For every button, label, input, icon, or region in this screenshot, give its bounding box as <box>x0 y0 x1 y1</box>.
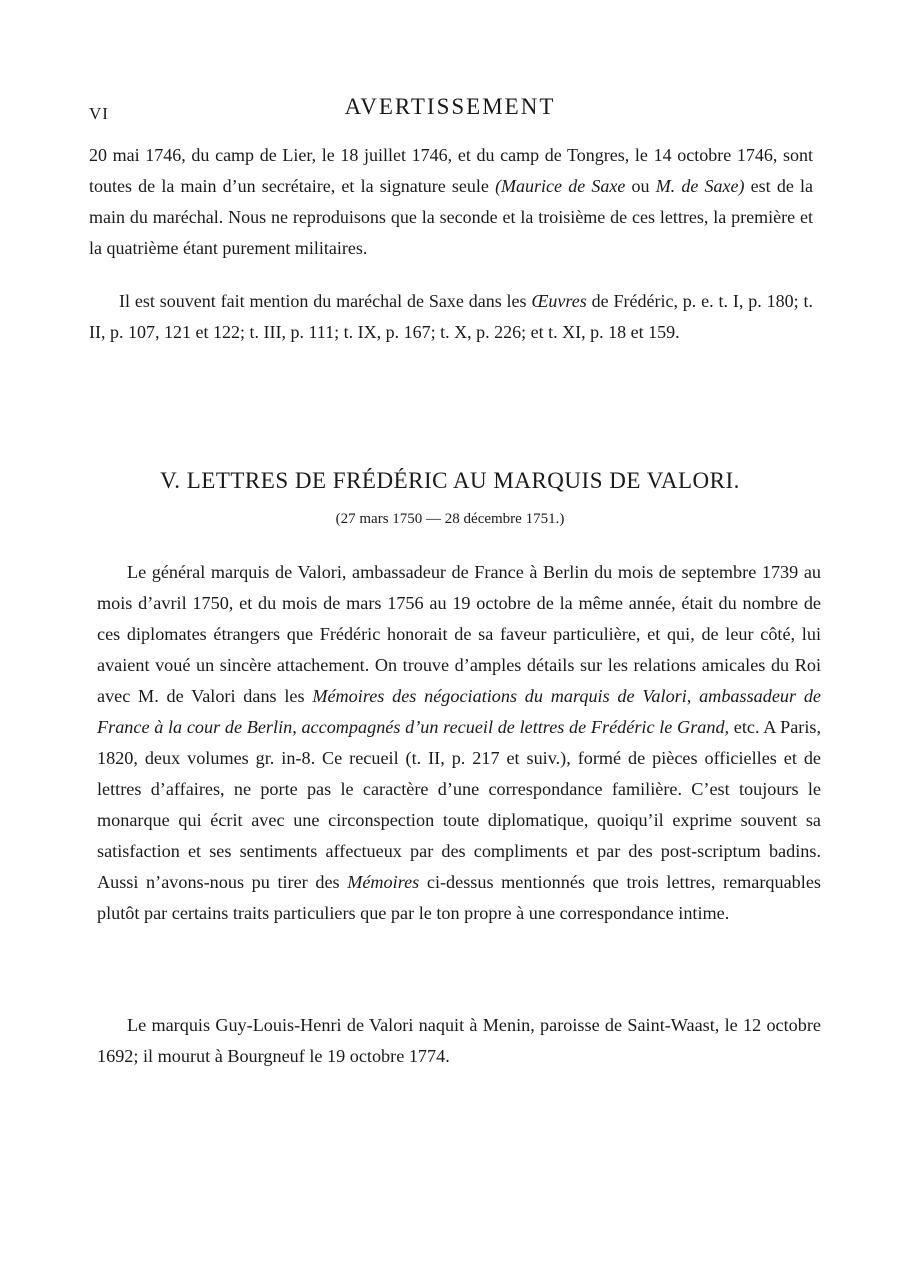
page-number: VI <box>89 104 109 123</box>
text-run: est de la main du maréchal. Nous ne reproduisons que la seconde et la troisième de ces lettres, la première et la quatrième étant purement militaires. <box>89 176 813 258</box>
paragraph-4-text <box>97 1010 821 1072</box>
text-run: etc. A Paris, 1820, deux volumes gr. in-8. Ce recueil (t. II, p. 217 et suiv.), formé de pièces officielles et de lettres d’affaires, ne porte pas le caractère d’une correspondance familière. C’est toujours le monarque qui écrit avec une circonspection toute diplomatique, quoiqu’il exprime souvent sa satisfaction et ses sentiments affectueux par des compliments et par des post-scriptum badins. Aussi n’avons-nous pu tirer des <box>97 717 821 892</box>
text-run: Il est souvent fait mention du maréchal de Saxe dans les <box>119 291 532 311</box>
paragraph-3-text <box>97 557 821 929</box>
paragraph-2-text <box>89 286 813 348</box>
text-run: ci-dessus mentionnés que trois lettres, remarquables plutôt par certains traits particuliers que par le ton propre à une correspondance intime. <box>97 872 821 923</box>
text-run: ou <box>625 176 656 196</box>
paragraph-1-text <box>89 140 813 264</box>
text-run: Le général marquis de Valori, ambassadeur de France à Berlin du mois de septembre 1739 au mois d’avril 1750, et du mois de mars 1756 au 19 octobre de la même année, était du nombre de ces diplomates étrangers que Frédéric honorait de sa faveur particulière, et qui, de leur côté, lui avaient voué un sincère attachement. On trouve d’amples détails sur les relations amicales du Roi avec M. de Valori dans les <box>97 562 821 706</box>
italic-run: Mémoires des négociations du marquis de Valori, ambassadeur de France à la cour de Berlin, accompagnés d’un recueil de lettres de Frédéric le Grand, <box>97 686 822 737</box>
section-dates: (27 mars 1750 — 28 décembre 1751.) <box>335 511 565 527</box>
italic-run: (Maurice de Saxe <box>495 176 626 196</box>
text-run: Le marquis Guy-Louis-Henri de Valori naquit à Menin, paroisse de Saint-Waast, le 12 octobre 1692; il mourut à Bourgneuf le 19 octobre 1774. <box>97 1015 821 1066</box>
running-head: AVERTISSEMENT <box>344 94 556 119</box>
italic-run: Œuvres <box>531 291 587 311</box>
paragraph-1 <box>89 140 813 264</box>
text-run: de Frédéric, p. e. t. I, p. 180; t. II, p. 107, 121 et 122; t. III, p. 111; t. IX, p. 167; t. X, p. 226; et t. XI, p. 18 et 159. <box>89 291 813 342</box>
italic-run: Mémoires <box>347 872 420 892</box>
text-run: 20 mai 1746, du camp de Lier, le 18 juillet 1746, et du camp de Tongres, le 14 octobre 1746, sont toutes de la main d’un secrétaire, et la signature seule <box>89 145 813 196</box>
paragraph-2 <box>89 286 813 348</box>
paragraph-3 <box>97 557 821 929</box>
section-title: V. LETTRES DE FRÉDÉRIC AU MARQUIS DE VALORI. <box>160 468 740 493</box>
italic-run: M. de Saxe) <box>655 176 745 196</box>
paragraph-4 <box>97 1010 821 1072</box>
